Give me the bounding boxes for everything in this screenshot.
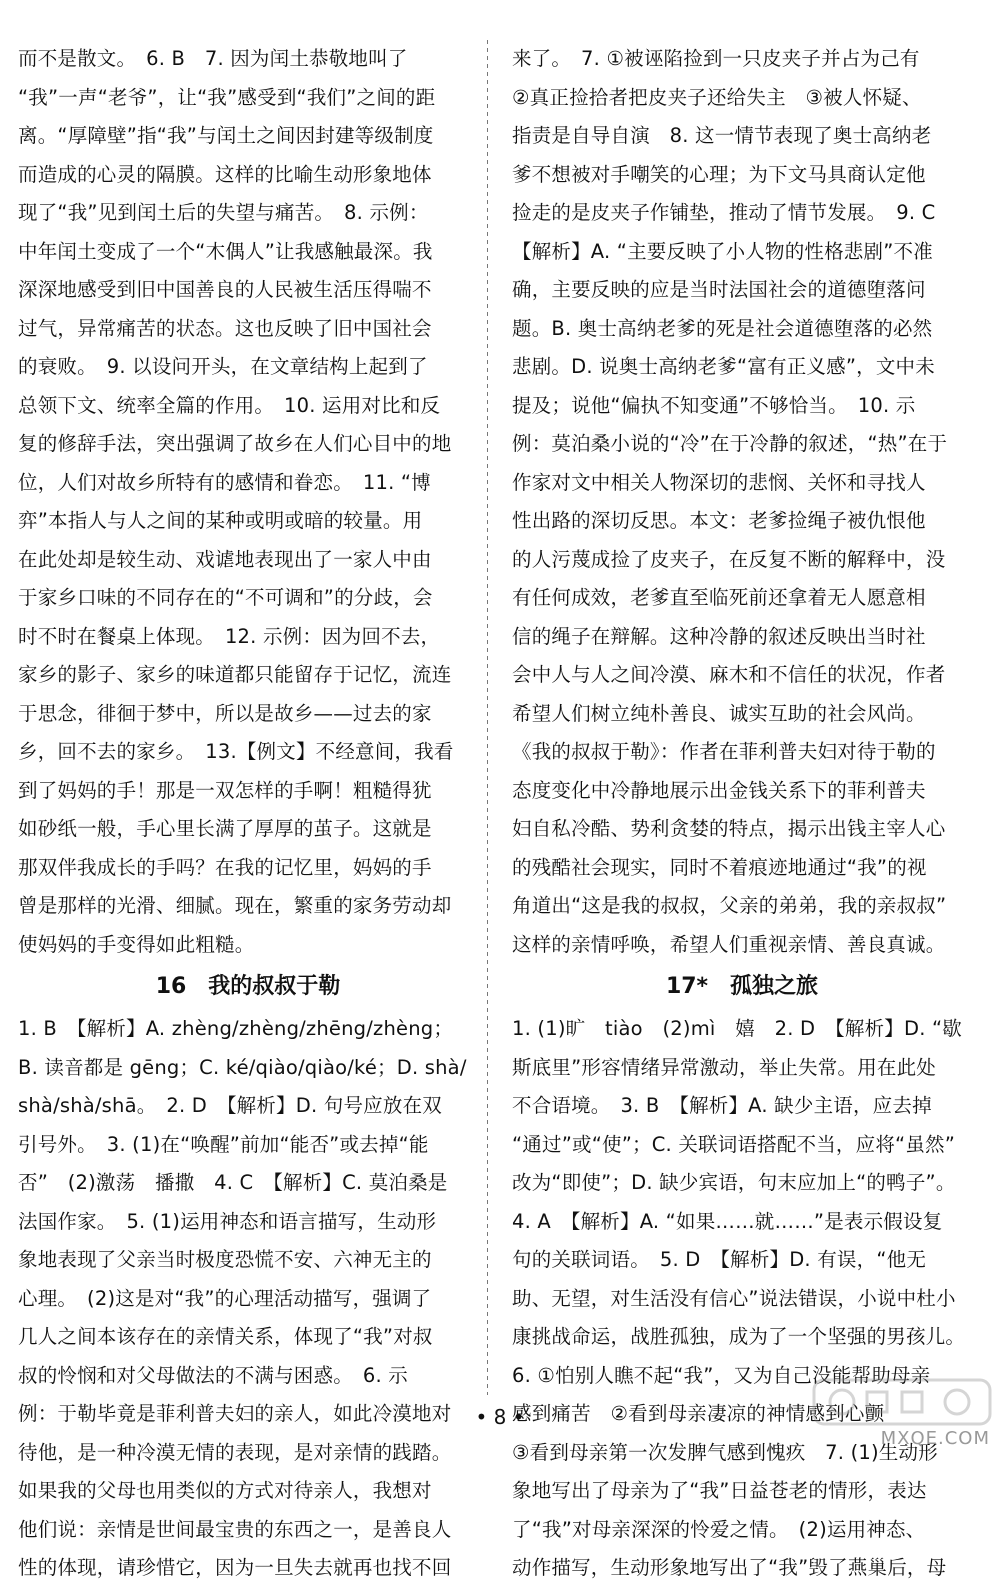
text-line: 象地表现了父亲当时极度恐慌不安、六神无主的: [18, 1248, 432, 1271]
text-line: 的残酷社会现实，同时不着痕迹地通过“我”的视: [512, 855, 927, 879]
text-line: 感到痛苦 ②看到母亲凄凉的神情感到心颤: [512, 1402, 885, 1425]
text-line: 过气，异常痛苦的状态。这也反映了旧中国社会: [18, 316, 432, 340]
text-line: 例：于勒毕竟是菲利普夫妇的亲人，如此冷漠地对: [18, 1402, 452, 1425]
text-line: 助、无望，对生活没有信心”说法错误，小说中杜小: [512, 1286, 956, 1310]
text-line: 指责是自导自演 8. 这一情节表现了奥士高纳老: [512, 124, 932, 147]
text-line: 中年闰土变成了一个“木偶人”让我感触最深。我: [18, 239, 433, 263]
section-heading-17: 17* 孤独之旅: [665, 974, 819, 999]
text-line: 他们说：亲情是世间最宝贵的东西之一，是善良人: [18, 1517, 452, 1541]
text-line: shà/shà/shā。 2. D 【解析】D. 句号应放在双: [18, 1094, 442, 1117]
text-line: 斯底里”形容情绪异常激动，举止失常。用在此处: [512, 1055, 937, 1079]
text-line: 康挑战命运，战胜孤独，成为了一个坚强的男孩儿。: [512, 1325, 966, 1348]
text-line: 态度变化中冷静地展示出金钱关系下的菲利普夫: [512, 778, 926, 802]
text-line: 于家乡口味的不同存在的“不可调和”的分歧，会: [18, 586, 433, 609]
text-line: 位，人们对故乡所特有的感情和眷恋。 11. “博: [18, 470, 431, 494]
text-line: ②真正捡拾者把皮夹子还给失主 ③被人怀疑、: [512, 85, 922, 109]
text-line: 改为“即使”；D. 缺少宾语，句末应加上“的鸭子”。: [512, 1171, 956, 1194]
text-line: 捡走的是皮夹子作铺垫，推动了情节发展。 9. C: [512, 201, 936, 224]
text-line: “我”一声“老爷”，让“我”感受到“我们”之间的距: [18, 85, 436, 109]
text-line: 题。B. 奥士高纳老爹的死是社会道德堕落的必然: [512, 316, 933, 340]
text-line: 心理。 (2)这是对“我”的心理活动描写，强调了: [18, 1286, 432, 1310]
text-line: 时不时在餐桌上体现。 12. 示例：因为回不去，: [18, 624, 441, 648]
text-line: 动作描写，生动形象地写出了“我”毁了燕巢后，母: [512, 1556, 947, 1579]
right-answer-block-17: [512, 1010, 972, 1588]
text-line: 那双伴我成长的手吗？在我的记忆里，妈妈的手: [18, 855, 432, 879]
text-line: 总领下文、统率全篇的作用。 10. 运用对比和反: [18, 393, 441, 417]
text-line: 这样的亲情呼唤，希望人们重视亲情、善良真诚。: [512, 932, 946, 956]
text-line: 到了妈妈的手！那是一双怎样的手啊！粗糙得犹: [18, 778, 432, 802]
text-line: 信的绳子在辩解。这种冷静的叙述反映出当时社: [512, 624, 926, 648]
text-line: 如果我的父母也用类似的方式对待亲人，我想对: [18, 1479, 432, 1502]
text-line: 家乡的影子、家乡的味道都只能留存于记忆，流连: [18, 663, 452, 686]
text-line: 妇自私冷酷、势利贪婪的特点，揭示出钱主宰人心: [512, 817, 946, 840]
text-line: 性的体现，请珍惜它，因为一旦失去就再也找不回: [18, 1556, 452, 1579]
text-line: 使妈妈的手变得如此粗糙。: [18, 932, 255, 956]
text-line: 乡，回不去的家乡。 13.【例文】不经意间，我看: [18, 740, 454, 763]
text-line: 【解析】A. “主要反映了小人物的性格悲剧”不准: [512, 239, 933, 263]
text-line: B. 读音都是 gēng；C. ké/qiào/qiào/ké；D. shà/: [18, 1055, 467, 1079]
left-answer-block-16: [18, 1010, 478, 1588]
text-line: 有任何成效，老爹直至临死前还拿着无人愿意相: [512, 586, 926, 609]
text-line: 否” (2)激荡 播撒 4. C 【解析】C. 莫泊桑是: [18, 1171, 448, 1194]
text-line: 弈”本指人与人之间的某种或明或暗的较量。用: [18, 509, 423, 532]
text-line: 于思念，徘徊于梦中，所以是故乡——过去的家: [18, 701, 432, 725]
text-line: 待他，是一种冷漠无情的表现，是对亲情的践踏。: [18, 1440, 452, 1464]
text-line: 句的关联词语。 5. D 【解析】D. 有误，“他无: [512, 1248, 927, 1271]
text-line: 叔的怜悯和对父母做法的不满与困惑。 6. 示: [18, 1363, 408, 1387]
section-heading-16: 16 我的叔叔于勒: [155, 974, 341, 999]
text-line: 希望人们树立纯朴善良、诚实互助的社会风尚。: [512, 701, 926, 725]
text-line: 深深地感受到旧中国善良的人民被生活压得喘不: [18, 278, 432, 301]
text-line: 引号外。 3. (1)在“唤醒”前加“能否”或去掉“能: [18, 1132, 429, 1156]
text-line: 6. ①怕别人瞧不起“我”，又为自己没能帮助母亲: [512, 1363, 931, 1387]
text-line: 1. B 【解析】A. zhèng/zhèng/zhēng/zhèng；: [18, 1017, 454, 1040]
text-line: 提及；说他“偏执不知变通”不够恰当。 10. 示: [512, 393, 916, 417]
text-line: 象地写出了母亲为了“我”日益苍老的情形，表达: [512, 1479, 927, 1502]
text-line: ③看到母亲第一次发脾气感到愧疚 7. (1)生动形: [512, 1440, 938, 1464]
text-line: 曾是那样的光滑、细腻。现在，繁重的家务劳动却: [18, 894, 452, 917]
text-line: 在此处却是较生动、戏谑地表现出了一家人中由: [18, 547, 432, 571]
text-line: 的衰败。 9. 以设问开头，在文章结构上起到了: [18, 355, 428, 378]
right-answer-block: [512, 40, 972, 964]
text-line: 不合语境。 3. B 【解析】A. 缺少主语，应去掉: [512, 1094, 932, 1117]
text-line: 如砂纸一般，手心里长满了厚厚的茧子。这就是: [18, 817, 432, 840]
text-line: 法国作家。 5. (1)运用神态和语言描写，生动形: [18, 1209, 437, 1233]
text-line: 的人污蔑成捡了皮夹子，在反复不断的解释中，没: [512, 547, 946, 571]
text-line: 4. A 【解析】A. “如果……就……”是表示假设复: [512, 1209, 943, 1233]
text-line: 爹不想被对手嘲笑的心理；为下文马具商认定他: [512, 162, 926, 186]
text-line: 1. (1)旷 tiào (2)mì 嬉 2. D 【解析】D. “歇: [512, 1017, 962, 1040]
text-line: 《我的叔叔于勒》：作者在菲利普夫妇对待于勒的: [512, 740, 936, 763]
text-line: 复的修辞手法，突出强调了故乡在人们心目中的地: [18, 432, 452, 455]
text-line: 悲剧。D. 说奥士高纳老爹“富有正义感”，文中未: [512, 355, 935, 378]
text-line: 离。“厚障壁”指“我”与闰土之间因封建等级制度: [18, 124, 434, 147]
page-number: • 8 •: [475, 1405, 525, 1429]
left-answer-block: [18, 40, 478, 964]
right-column: [512, 40, 972, 1588]
text-line: 了“我”对母亲深深的怜爱之情。 (2)运用神态、: [512, 1517, 926, 1541]
text-line: 性出路的深切反思。本文：老爹捡绳子被仇恨他: [512, 509, 926, 532]
text-line: “通过”或“使”；C. 关联词语搭配不当，应将“虽然”: [512, 1132, 956, 1156]
text-line: 现了“我”见到闰土后的失望与痛苦。 8. 示例：: [18, 201, 429, 224]
text-line: 例：莫泊桑小说的“冷”在于冷静的叙述，“热”在于: [512, 432, 948, 455]
column-divider: [487, 40, 488, 1395]
text-line: 而造成的心灵的隔膜。这样的比喻生动形象地体: [18, 162, 432, 186]
text-line: 角道出“这是我的叔叔，父亲的弟弟，我的亲叔叔”: [512, 894, 947, 917]
text-line: 会中人与人之间冷漠、麻木和不信任的状况，作者: [512, 663, 946, 686]
left-column: [18, 40, 478, 1588]
text-line: 确，主要反映的应是当时法国社会的道德堕落问: [512, 278, 926, 301]
text-line: 来了。 7. ①被诬陷捡到一只皮夹子并占为己有: [512, 47, 920, 70]
watermark-text: MXQE.COM: [880, 1428, 990, 1449]
text-line: 而不是散文。 6. B 7. 因为闰土恭敬地叫了: [18, 47, 408, 70]
text-line: 几人之间本该存在的亲情关系，体现了“我”对叔: [18, 1325, 433, 1348]
text-line: 作家对文中相关人物深切的悲悯、关怀和寻找人: [512, 470, 926, 494]
